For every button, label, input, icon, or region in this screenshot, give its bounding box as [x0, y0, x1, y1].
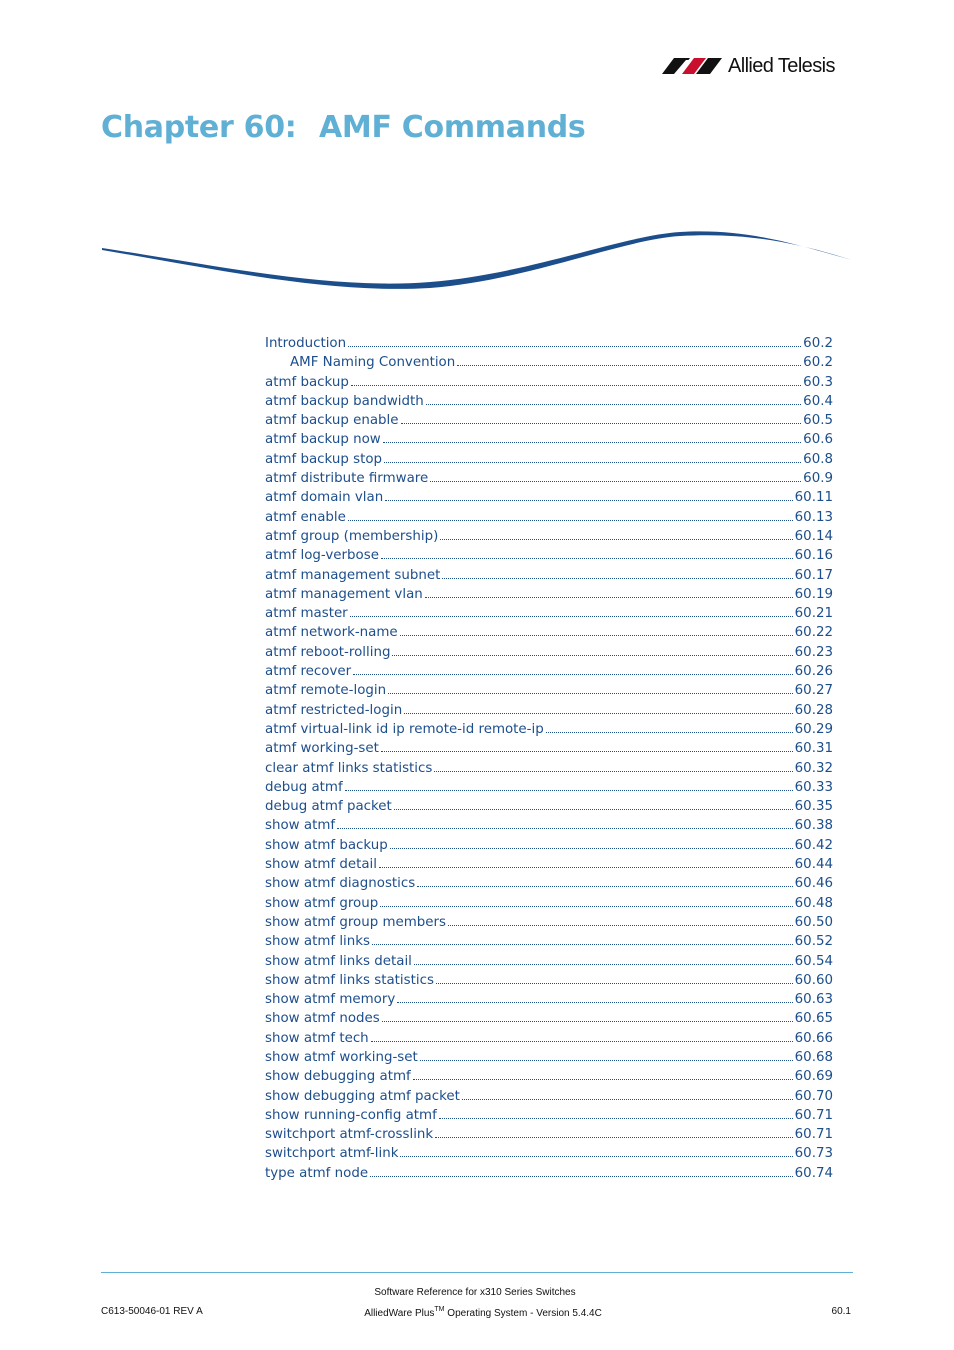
allied-telesis-logo	[660, 52, 856, 80]
toc-dot-leader	[348, 345, 801, 347]
toc-entry[interactable]	[265, 566, 833, 585]
toc-entry-page[interactable]: 60.14	[794, 528, 833, 544]
toc-dot-leader	[442, 577, 792, 579]
toc-dot-leader	[370, 1175, 793, 1177]
footer-document-title: Software Reference for x310 Series Switches	[374, 1287, 576, 1298]
toc-dot-leader	[425, 596, 793, 598]
toc-entry-page[interactable]: 60.60	[794, 972, 833, 988]
toc-entry-title[interactable]: atmf backup enable	[265, 413, 399, 429]
table-of-contents	[265, 334, 833, 1183]
toc-entry-title[interactable]: atmf log-verbose	[265, 548, 379, 564]
toc-entry[interactable]	[265, 662, 833, 681]
toc-entry-title[interactable]: atmf backup	[265, 374, 349, 390]
toc-dot-leader	[348, 519, 793, 521]
toc-dot-leader	[439, 1117, 793, 1119]
toc-entry-page[interactable]: 60.68	[794, 1049, 833, 1065]
toc-entry[interactable]	[265, 1029, 833, 1048]
toc-dot-leader	[350, 615, 793, 617]
footer-document-id: C613-50046-01 REV A	[101, 1306, 203, 1317]
toc-dot-leader	[397, 1001, 792, 1003]
toc-entry-title[interactable]: switchport atmf-link	[265, 1146, 399, 1162]
toc-entry[interactable]	[265, 643, 833, 662]
toc-entry[interactable]	[265, 623, 833, 642]
toc-entry[interactable]	[265, 411, 833, 430]
toc-entry[interactable]	[265, 952, 833, 971]
toc-dot-leader	[462, 1098, 793, 1100]
toc-dot-leader	[435, 1136, 792, 1138]
toc-entry[interactable]	[265, 739, 833, 758]
toc-entry-page[interactable]: 60.3	[803, 374, 833, 390]
toc-entry-title[interactable]: show debugging atmf packet	[265, 1088, 460, 1104]
toc-entry-page[interactable]: 60.19	[794, 586, 833, 602]
toc-entry-title[interactable]: show atmf group members	[265, 914, 447, 930]
toc-entry-title[interactable]: show running-config atmf	[265, 1107, 437, 1123]
toc-entry-title[interactable]: atmf domain vlan	[265, 490, 384, 506]
toc-entry-page[interactable]: 60.50	[794, 914, 833, 930]
toc-entry-page[interactable]: 60.54	[794, 953, 833, 969]
toc-dot-leader	[546, 731, 793, 733]
toc-entry-title[interactable]: show atmf working-set	[265, 1049, 418, 1065]
toc-entry-title[interactable]: atmf working-set	[265, 741, 379, 757]
toc-entry-page[interactable]: 60.35	[794, 799, 833, 815]
toc-entry[interactable]	[265, 932, 833, 951]
toc-entry-title[interactable]: AMF Naming Convention	[290, 355, 456, 371]
toc-entry-title[interactable]: atmf remote-login	[265, 683, 387, 699]
toc-entry-title[interactable]: show atmf	[265, 818, 336, 834]
toc-dot-leader	[371, 1040, 793, 1042]
toc-dot-leader	[434, 770, 792, 772]
toc-entry[interactable]	[265, 469, 833, 488]
toc-dot-leader	[382, 1020, 793, 1022]
toc-entry-title[interactable]: Introduction	[265, 336, 347, 351]
footer-divider	[101, 1272, 853, 1273]
toc-dot-leader	[400, 634, 793, 636]
toc-dot-leader	[436, 982, 793, 984]
toc-entry-page[interactable]: 60.22	[794, 625, 833, 641]
toc-entry-page[interactable]: 60.31	[794, 741, 833, 757]
toc-entry[interactable]	[265, 1048, 833, 1067]
toc-entry[interactable]	[265, 681, 833, 700]
chapter-name: AMF Commands	[319, 110, 586, 145]
toc-entry[interactable]	[265, 778, 833, 797]
toc-entry-title[interactable]: atmf restricted-login	[265, 702, 403, 718]
toc-entry-title[interactable]: atmf backup now	[265, 432, 381, 448]
toc-dot-leader	[351, 384, 801, 386]
toc-entry-title[interactable]: atmf virtual-link id ip remote-id remote-ip	[265, 721, 544, 737]
toc-entry[interactable]	[265, 527, 833, 546]
toc-dot-leader	[380, 905, 792, 907]
toc-entry-page[interactable]: 60.11	[794, 490, 833, 506]
toc-entry[interactable]	[265, 874, 833, 893]
toc-entry[interactable]	[265, 816, 833, 835]
toc-entry-page[interactable]: 60.16	[794, 548, 833, 564]
toc-entry-title[interactable]: atmf management subnet	[265, 567, 441, 583]
logo-text: Allied Telesis	[728, 54, 835, 77]
toc-entry-title[interactable]: show atmf detail	[265, 857, 377, 873]
toc-entry-page[interactable]: 60.74	[794, 1165, 833, 1181]
toc-entry[interactable]	[265, 797, 833, 816]
toc-dot-leader	[381, 750, 793, 752]
toc-entry-page[interactable]: 60.44	[794, 857, 833, 873]
toc-entry[interactable]	[265, 1164, 833, 1183]
toc-dot-leader	[383, 441, 801, 443]
toc-entry-page[interactable]: 60.63	[794, 992, 833, 1008]
toc-entry-page[interactable]: 60.5	[803, 413, 833, 429]
toc-entry-page[interactable]: 60.28	[794, 702, 833, 718]
decorative-swoosh	[100, 224, 854, 294]
toc-entry[interactable]	[265, 1125, 833, 1144]
toc-dot-leader	[401, 422, 802, 424]
toc-dot-leader	[430, 480, 801, 482]
toc-dot-leader	[404, 712, 792, 714]
toc-entry-title[interactable]: debug atmf packet	[265, 799, 392, 815]
toc-entry[interactable]	[265, 373, 833, 392]
toc-entry-page[interactable]: 60.46	[794, 876, 833, 892]
toc-entry[interactable]	[265, 701, 833, 720]
toc-entry-page[interactable]: 60.33	[794, 779, 833, 795]
toc-entry-page[interactable]: 60.71	[794, 1107, 833, 1123]
toc-dot-leader	[390, 847, 793, 849]
toc-dot-leader	[417, 885, 792, 887]
toc-entry-title[interactable]: show atmf group	[265, 895, 379, 911]
toc-dot-leader	[414, 963, 793, 965]
toc-entry-page[interactable]: 60.4	[803, 393, 833, 409]
toc-dot-leader	[385, 499, 792, 501]
toc-entry-page[interactable]: 60.70	[794, 1088, 833, 1104]
toc-entry[interactable]	[265, 1106, 833, 1125]
toc-entry-title[interactable]: show atmf backup	[265, 837, 388, 853]
toc-dot-leader	[413, 1078, 793, 1080]
toc-entry[interactable]	[265, 353, 833, 372]
toc-entry[interactable]	[265, 430, 833, 449]
toc-entry-title[interactable]: atmf backup stop	[265, 451, 383, 467]
toc-entry-page[interactable]: 60.23	[794, 644, 833, 660]
footer-version-text: Operating System - Version 5.4.4C	[444, 1308, 602, 1319]
toc-entry-title[interactable]: show atmf nodes	[265, 1011, 380, 1027]
toc-dot-leader	[337, 827, 793, 829]
toc-entry-title[interactable]: atmf management vlan	[265, 586, 423, 602]
toc-entry-title[interactable]: atmf group (membership)	[265, 528, 439, 544]
toc-entry[interactable]	[265, 604, 833, 623]
toc-entry[interactable]	[265, 508, 833, 527]
toc-entry-page[interactable]: 60.69	[794, 1069, 833, 1085]
toc-entry-page[interactable]: 60.26	[794, 664, 833, 680]
toc-entry-title[interactable]: type atmf node	[265, 1165, 369, 1181]
toc-entry[interactable]	[265, 971, 833, 990]
toc-entry-page[interactable]: 60.9	[803, 471, 833, 487]
toc-dot-leader	[457, 364, 801, 366]
toc-dot-leader	[384, 461, 801, 463]
toc-entry-title[interactable]: show atmf links statistics	[265, 972, 434, 988]
toc-dot-leader	[440, 538, 792, 540]
toc-entry[interactable]	[265, 894, 833, 913]
chapter-number: Chapter 60:	[101, 110, 297, 145]
toc-entry-page[interactable]: 60.6	[803, 432, 833, 448]
toc-entry[interactable]	[265, 546, 833, 565]
toc-entry-page[interactable]: 60.52	[794, 934, 833, 950]
toc-entry-title[interactable]: show atmf diagnostics	[265, 876, 416, 892]
toc-entry-page[interactable]: 60.17	[794, 567, 833, 583]
toc-entry[interactable]	[265, 1067, 833, 1086]
toc-entry-title[interactable]: atmf recover	[265, 664, 352, 680]
toc-entry-title[interactable]: atmf enable	[265, 509, 346, 525]
toc-dot-leader	[400, 1155, 792, 1157]
toc-entry-page[interactable]: 60.8	[803, 451, 833, 467]
toc-entry-page[interactable]: 60.32	[794, 760, 833, 776]
toc-entry-title[interactable]: atmf network-name	[265, 625, 398, 641]
toc-entry[interactable]	[265, 1144, 833, 1163]
toc-dot-leader	[381, 557, 793, 559]
toc-entry-page[interactable]: 60.73	[794, 1146, 833, 1162]
toc-entry[interactable]	[265, 855, 833, 874]
toc-dot-leader	[353, 673, 793, 675]
toc-entry-page[interactable]: 60.13	[794, 509, 833, 525]
toc-entry-title[interactable]: clear atmf links statistics	[265, 760, 433, 776]
toc-dot-leader	[448, 924, 793, 926]
toc-entry-page[interactable]: 60.48	[794, 895, 833, 911]
toc-entry[interactable]	[265, 488, 833, 507]
toc-dot-leader	[420, 1059, 793, 1061]
toc-entry-title[interactable]: switchport atmf-crosslink	[265, 1127, 434, 1143]
toc-dot-leader	[426, 403, 801, 405]
toc-dot-leader	[388, 692, 793, 694]
toc-entry-page[interactable]: 60.66	[794, 1030, 833, 1046]
toc-entry[interactable]	[265, 836, 833, 855]
toc-entry-title[interactable]: atmf distribute firmware	[265, 471, 429, 487]
toc-entry[interactable]	[265, 450, 833, 469]
toc-dot-leader	[379, 866, 793, 868]
toc-entry-page[interactable]: 60.21	[794, 606, 833, 622]
toc-entry-title[interactable]: show atmf links	[265, 934, 370, 950]
toc-dot-leader	[345, 789, 793, 791]
toc-entry-page[interactable]: 60.2	[803, 336, 833, 351]
toc-entry[interactable]	[265, 759, 833, 778]
toc-entry[interactable]	[265, 1009, 833, 1028]
toc-entry-page[interactable]: 60.29	[794, 721, 833, 737]
footer-product-name: AlliedWare Plus	[364, 1308, 435, 1319]
toc-dot-leader	[394, 808, 793, 810]
toc-entry-page[interactable]: 60.71	[794, 1127, 833, 1143]
toc-entry-title[interactable]: atmf reboot-rolling	[265, 644, 391, 660]
toc-entry[interactable]	[265, 585, 833, 604]
toc-entry[interactable]	[265, 720, 833, 739]
chapter-title	[101, 110, 586, 145]
toc-entry-title[interactable]: show atmf tech	[265, 1030, 369, 1046]
toc-dot-leader	[372, 943, 793, 945]
toc-entry-page[interactable]: 60.2	[803, 355, 833, 371]
footer-trademark: TM	[434, 1306, 445, 1313]
toc-entry-title[interactable]: atmf backup bandwidth	[265, 393, 424, 409]
footer-page-number: 60.1	[831, 1306, 851, 1317]
toc-entry[interactable]	[265, 334, 833, 353]
toc-entry-title[interactable]: show debugging atmf	[265, 1069, 411, 1085]
toc-entry[interactable]	[265, 913, 833, 932]
allied-telesis-stripes-logo-icon	[660, 56, 724, 76]
toc-entry-title[interactable]: atmf master	[265, 606, 348, 622]
toc-entry[interactable]	[265, 990, 833, 1009]
toc-entry-title[interactable]: debug atmf	[265, 779, 343, 795]
toc-entry[interactable]	[265, 1087, 833, 1106]
toc-entry[interactable]	[265, 392, 833, 411]
toc-entry-title[interactable]: show atmf links detail	[265, 953, 412, 969]
toc-entry-title[interactable]: show atmf memory	[265, 992, 396, 1008]
toc-entry-page[interactable]: 60.42	[794, 837, 833, 853]
toc-entry-page[interactable]: 60.27	[794, 683, 833, 699]
toc-entry-page[interactable]: 60.38	[794, 818, 833, 834]
toc-dot-leader	[392, 654, 792, 656]
toc-entry-page[interactable]: 60.65	[794, 1011, 833, 1027]
